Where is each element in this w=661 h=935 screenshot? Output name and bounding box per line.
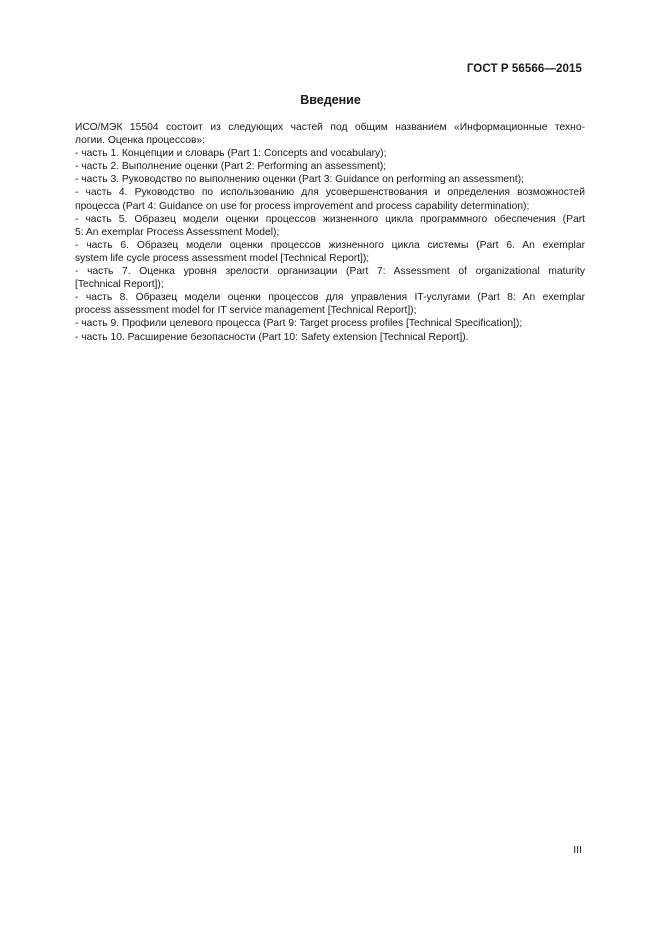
body-line: ИСО/МЭК 15504 состоит из следующих частей под общим названием «Информационные техно- bbox=[75, 122, 585, 133]
body-line: [Technical Report]); bbox=[75, 279, 164, 291]
body-line: 5: An exemplar Process Assessment Model); bbox=[75, 226, 280, 238]
body-line: process assessment model for IT service management [Technical Report]); bbox=[75, 305, 417, 317]
body-line: - часть 8. Образец модели оценки процессов для управления IT-услугами (Part 8: An exemplar bbox=[75, 292, 585, 304]
body-line: - часть 10. Расширение безопасности (Part 10: Safety extension [Technical Report]). bbox=[75, 331, 469, 343]
body-line: - часть 4. Руководство по использованию для усовершенствования и определения возможностей bbox=[75, 187, 585, 199]
body-line: - часть 1. Концепции и словарь (Part 1: Concepts and vocabulary); bbox=[75, 148, 387, 160]
body-line: - часть 3. Руководство по выполнению оценки (Part 3: Guidance on performing an assessment); bbox=[75, 174, 525, 186]
body-line: процесса (Part 4: Guidance on use for process improvement and process capability determination); bbox=[75, 200, 530, 212]
body-line: system life cycle process assessment model [Technical Report]); bbox=[75, 252, 370, 264]
body-line: - часть 9. Профили целевого процесса (Part 9: Target process profiles [Technical Specification]); bbox=[75, 318, 523, 330]
page-number: III bbox=[573, 844, 582, 856]
body-line: - часть 5. Образец модели оценки процессов жизненного цикла программного обеспечения (Part bbox=[75, 213, 585, 225]
body-text bbox=[75, 121, 585, 344]
document-code: ГОСТ Р 56566—2015 bbox=[466, 63, 582, 75]
body-line: - часть 6. Образец модели оценки процессов жизненного цикла системы (Part 6. An exemplar bbox=[75, 239, 585, 251]
body-line: логии. Оценка процессов»: bbox=[75, 135, 206, 147]
body-line: - часть 2. Выполнение оценки (Part 2: Performing an assessment); bbox=[75, 161, 387, 173]
page-title: Введение bbox=[300, 93, 361, 107]
body-line: - часть 7. Оценка уровня зрелости организации (Part 7: Assessment of organizational maturity bbox=[75, 266, 585, 278]
